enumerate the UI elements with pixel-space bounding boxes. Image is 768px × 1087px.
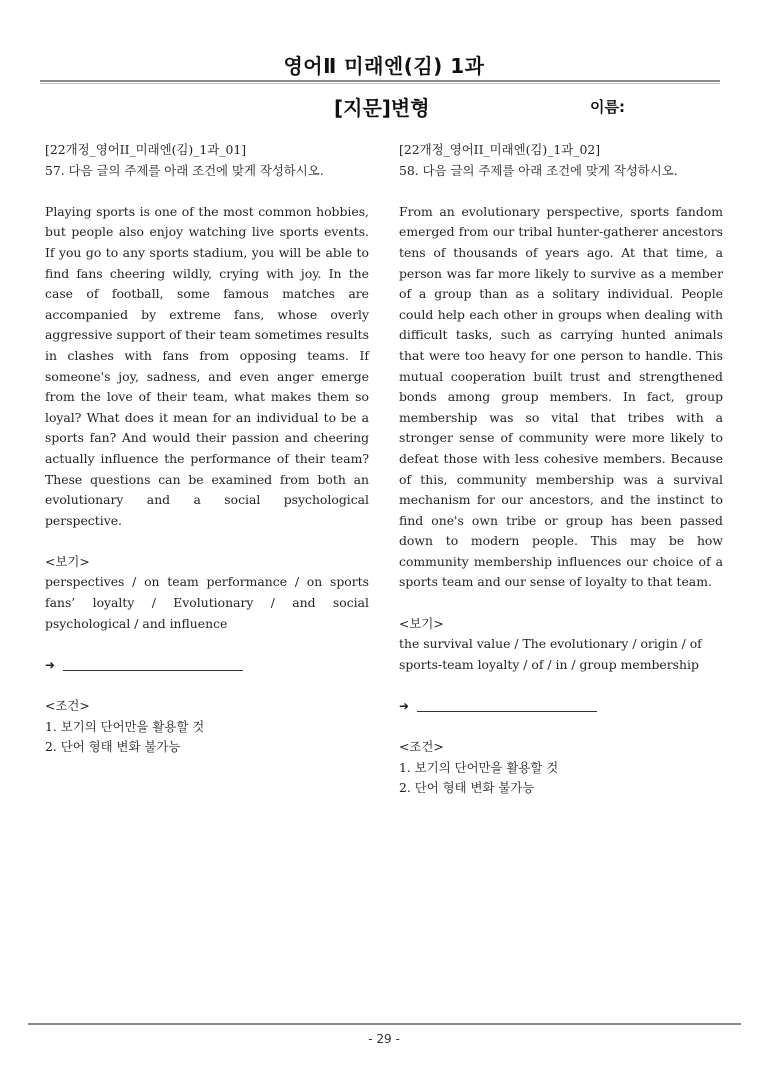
bogi-words: the survival value / The evolutionary / origin / of sports-team loyalty / of / in / group membership [399,636,702,672]
answer-line[interactable] [399,696,723,717]
name-label: 이름: [590,98,625,116]
page-title: 영어Ⅱ 미래엔(김) 1과 [283,54,485,78]
bogi-label: <보기> [399,615,444,631]
footer-rule [28,1023,741,1025]
arrow-icon: ➜ [399,699,410,714]
answer-blank[interactable] [417,701,597,712]
passage-text: From an evolutionary perspective, sports fandom emerged from our tribal hunter-gatherer ancestors tens of thousands of years ago. At that time, a person was far more likely to survive as a member of a group than as a solitary individual. People could help each other in groups when dealing with difficult tasks, such as carrying hunted animals that were too heavy for one person to handle. This mutual cooperation built trust and strengthened bonds among group members. In fact, group membership was so vital that tribes with a stronger sense of community were more likely to defeat those with less cohesive members. Because of this, community membership was a survival mechanism for our ancestors, and the instinct to find one's own tribe or group has been passed down to modern people. This may be how community membership influences our choice of a sports team and our sense of loyalty to that team. [399,203,723,590]
question-code: [22개정_영어II_미래엔(김)_1과_02] [399,142,601,157]
arrow-icon: ➜ [45,657,56,672]
bogi-label: <보기> [45,553,90,569]
condition-item: 2. 단어 형태 변화 불가능 [399,780,535,796]
header-rule-thin [40,83,720,84]
question-prompt: 58. 다음 글의 주제를 아래 조건에 맞게 작성하시오. [399,162,678,178]
question-code: [22개정_영어II_미래엔(김)_1과_01] [45,142,247,157]
question-prompt: 57. 다음 글의 주제를 아래 조건에 맞게 작성하시오. [45,162,324,178]
condition-item: 1. 보기의 단어만을 활용할 것 [45,718,205,734]
answer-blank[interactable] [63,660,243,671]
question-57 [45,140,369,758]
header-rule [40,80,720,82]
conditions-label: <조건> [45,698,90,714]
bogi-words: perspectives / on team performance / on sports fans’ loyalty / Evolutionary / and social psychological / and influence [45,574,369,631]
conditions-label: <조건> [399,739,444,755]
page-subtitle: [지문]변형 [334,96,430,120]
answer-line[interactable] [45,655,369,676]
page-number: - 29 - [368,1032,400,1046]
condition-item: 1. 보기의 단어만을 활용할 것 [399,759,559,775]
passage-text: Playing sports is one of the most common hobbies, but people also enjoy watching live sports events. If you go to any sports stadium, you will be able to find fans cheering wildly, crying with joy. In the case of football, some famous matches are accompanied by extreme fans, whose overly aggressive support of their team sometimes results in clashes with fans from opposing teams. If someone's joy, sadness, and even anger emerge from the love of their team, what makes them so loyal? What does it mean for an individual to be a sports fan? And would their passion and cheering actually influence the performance of their team? These questions can be examined from both an evolutionary and a social psychological perspective. [45,203,369,528]
condition-item: 2. 단어 형태 변화 불가능 [45,739,181,755]
question-58 [399,140,723,799]
